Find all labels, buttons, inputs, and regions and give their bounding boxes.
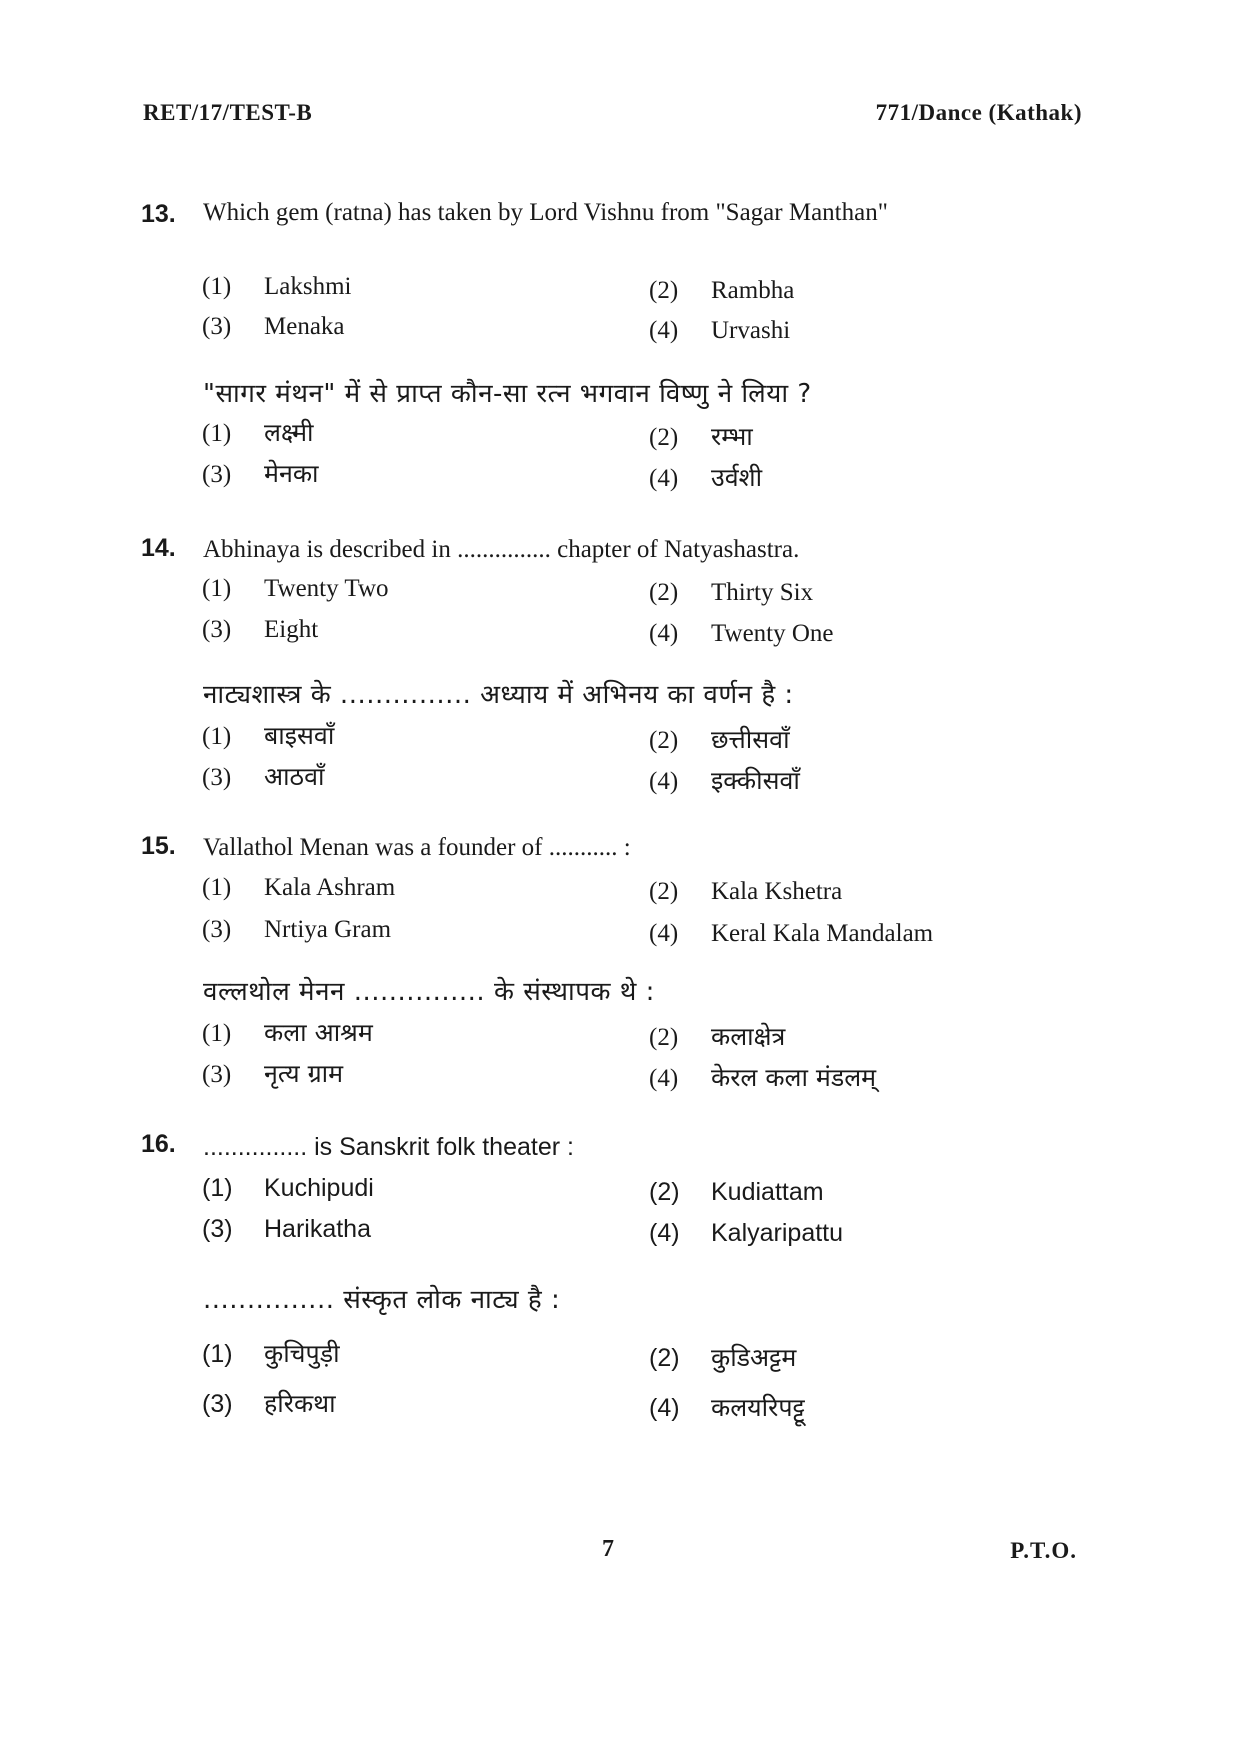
question-number: 16. (141, 1130, 176, 1158)
option-2-hi: (2) कुडिअट्टम (649, 1343, 797, 1372)
question-stem-en: ............... is Sanskrit folk theater : (203, 1133, 574, 1161)
option-1-en: (1) Twenty Two (202, 575, 389, 602)
option-4-hi: (4) इक्कीसवाँ (649, 766, 800, 795)
question-stem-hi: वल्लथोल मेनन ............... के संस्थापक थे : (203, 977, 655, 1007)
question-stem-hi: "सागर मंथन" में से प्राप्त कौन-सा रत्न भगवान विष्णु ने लिया ? (203, 379, 812, 409)
option-2-en: (2) Kala Kshetra (649, 878, 843, 905)
question-stem-en: Which gem (ratna) has taken by Lord Vishnu from "Sagar Manthan" (203, 199, 888, 226)
option-1-en: (1) Kala Ashram (202, 874, 396, 901)
option-1-hi: (1) बाइसवाँ (202, 721, 335, 750)
question-stem-en: Vallathol Menan was a founder of ........... : (203, 834, 631, 861)
header-exam-code: RET/17/TEST-B (143, 100, 313, 125)
option-4-en: (4) Kalyaripattu (649, 1219, 844, 1247)
option-4-en: (4) Urvashi (649, 317, 791, 344)
option-3-en: (3) Eight (202, 616, 319, 643)
option-2-hi: (2) कलाक्षेत्र (649, 1022, 786, 1051)
question-number: 14. (141, 534, 176, 562)
option-4-hi: (4) केरल कला मंडलम् (649, 1063, 877, 1092)
option-3-hi: (3) हरिकथा (202, 1389, 336, 1418)
option-4-hi: (4) उर्वशी (649, 463, 763, 492)
option-3-en: (3) Menaka (202, 313, 345, 340)
option-2-hi: (2) रम्भा (649, 422, 753, 451)
option-4-en: (4) Twenty One (649, 620, 834, 647)
question-number: 15. (141, 832, 176, 860)
header-subject: 771/Dance (Kathak) (875, 100, 1082, 125)
option-3-hi: (3) मेनका (202, 459, 319, 488)
option-3-hi: (3) नृत्य ग्राम (202, 1059, 344, 1088)
question-stem-en: Abhinaya is described in ............... chapter of Natyashastra. (203, 536, 800, 563)
pto-note: P.T.O. (1010, 1538, 1077, 1563)
option-2-hi: (2) छत्तीसवाँ (649, 725, 790, 754)
page-number: 7 (602, 1536, 614, 1562)
option-2-en: (2) Kudiattam (649, 1178, 824, 1206)
option-1-hi: (1) लक्ष्मी (202, 418, 314, 447)
option-1-hi: (1) कला आश्रम (202, 1018, 373, 1047)
option-3-en: (3) Harikatha (202, 1215, 371, 1243)
option-4-en: (4) Keral Kala Mandalam (649, 920, 934, 947)
question-stem-hi: ............... संस्कृत लोक नाट्य है : (203, 1285, 561, 1315)
option-2-en: (2) Thirty Six (649, 579, 814, 606)
option-1-hi: (1) कुचिपुड़ी (202, 1339, 340, 1368)
option-3-en: (3) Nrtiya Gram (202, 916, 392, 943)
question-number: 13. (141, 200, 176, 228)
option-1-en: (1) Kuchipudi (202, 1174, 374, 1202)
option-3-hi: (3) आठवाँ (202, 762, 325, 791)
option-4-hi: (4) कलयरिपट्टू (649, 1393, 805, 1422)
option-2-en: (2) Rambha (649, 277, 795, 304)
question-stem-hi: नाट्यशास्त्र के ............... अध्याय में अभिनय का वर्णन है : (203, 680, 794, 710)
option-1-en: (1) Lakshmi (202, 273, 352, 300)
